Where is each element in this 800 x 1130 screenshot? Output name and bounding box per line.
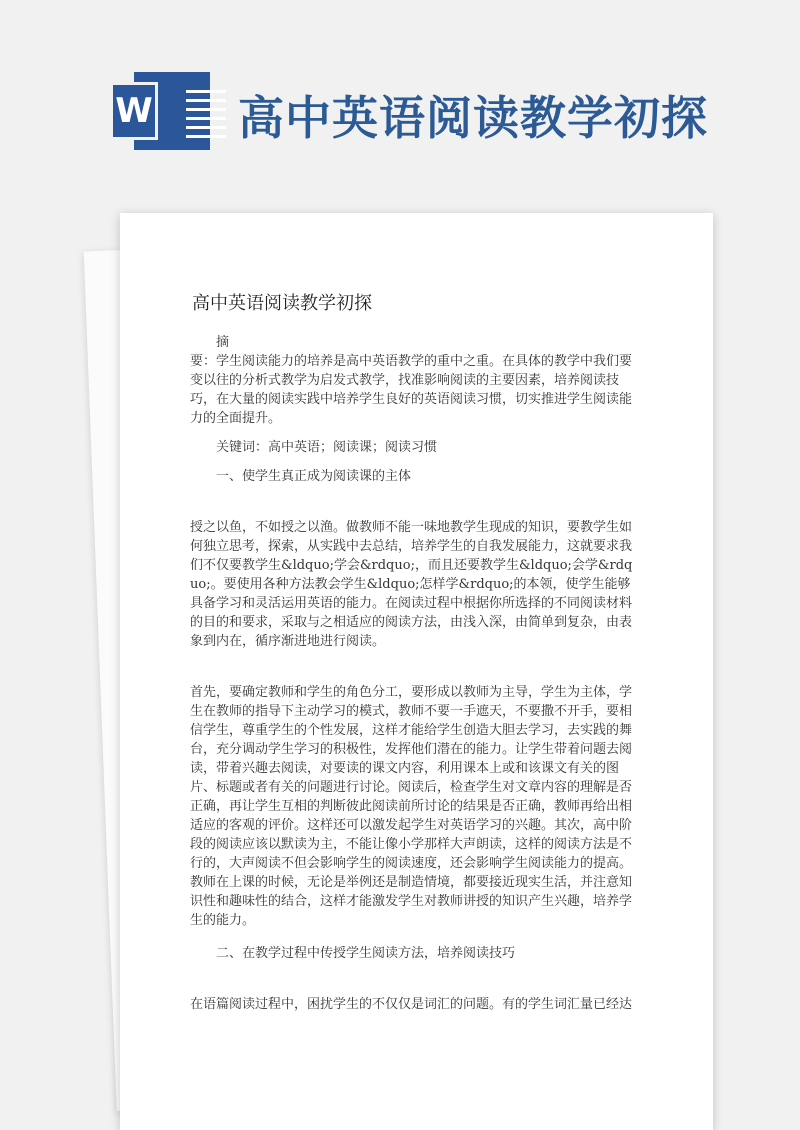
word-letter: W bbox=[110, 82, 158, 140]
paragraph-3: 在语篇阅读过程中，困扰学生的不仅仅是词汇的问题。有的学生词汇量已经达 bbox=[190, 997, 633, 1012]
word-logo-icon bbox=[110, 72, 210, 150]
paragraph-1: 授之以鱼，不如授之以渔。做教师不能一味地教学生现成的知识，要教学生如何独立思考，探索，从实践中去总结，培养学生的自我发展能力，这就要求我们不仅要教学生&ldquo;学会&rdquo;，而且还要教学生&ldquo;会学&rdquo;。要使用各种方法教会学生&ldquo;怎样学&rdquo;的本领，使学生能够具备学习和灵活运用英语的能力。在阅读过程中根据你所选择的不同阅读材料的目的和要求，采取与之相适应的阅读方法，由浅入深，由简单到复杂，由表象到内在，循序渐进地进行阅读。 bbox=[190, 520, 633, 649]
keywords: 关键词：高中英语；阅读课；阅读习惯 bbox=[216, 440, 438, 455]
abstract-label: 摘 bbox=[216, 335, 230, 350]
abstract-text: 要：学生阅读能力的培养是高中英语教学的重中之重。在具体的教学中我们要变以往的分析式教学为启发式教学，找准影响阅读的主要因素，培养阅读技巧，在大量的阅读实践中培养学生良好的英语阅读习惯，切实推进学生阅读能力的全面提升。 bbox=[190, 354, 633, 426]
word-lines-icon bbox=[186, 90, 226, 144]
document-body bbox=[190, 333, 634, 1014]
banner-title: 高中英语阅读教学初探 bbox=[238, 91, 708, 145]
section-heading-2: 二、在教学过程中传授学生阅读方法，培养阅读技巧 bbox=[216, 946, 516, 961]
paragraph-2: 首先，要确定教师和学生的角色分工，要形成以教师为主导，学生为主体，学生在教师的指导下主动学习的模式，教师不要一手遮天，不要撒不开手，要相信学生，尊重学生的个性发展，这样才能给学生创造大胆去学习，去实践的舞台，充分调动学生学习的积极性，发挥他们潜在的能力。让学生带着问题去阅读，带着兴趣去阅读，对要读的课文内容，利用课本上或和该课文有关的图片、标题或者有关的问题进行讨论。阅读后，检查学生对文章内容的理解是否正确，再让学生互相的判断彼此阅读前所讨论的结果是否正确，教师再给出相适应的客观的评价。这样还可以激发起学生对英语学习的兴趣。其次，高中阶段的阅读应该以默读为主，不能让像小学那样大声朗读，这样的阅读方法是不行的，大声阅读不但会影响学生的阅读速度，还会影响学生阅读能力的提高。教师在上课的时候，无论是举例还是制造情境，都要接近现实生活，并注意知识性和趣味性的结合，这样才能激发学生对教师讲授的知识产生兴趣，培养学生的能力。 bbox=[190, 685, 633, 928]
section-heading-1: 一、使学生真正成为阅读课的主体 bbox=[216, 469, 412, 484]
document-title: 高中英语阅读教学初探 bbox=[192, 293, 372, 314]
document-page bbox=[120, 213, 713, 1130]
